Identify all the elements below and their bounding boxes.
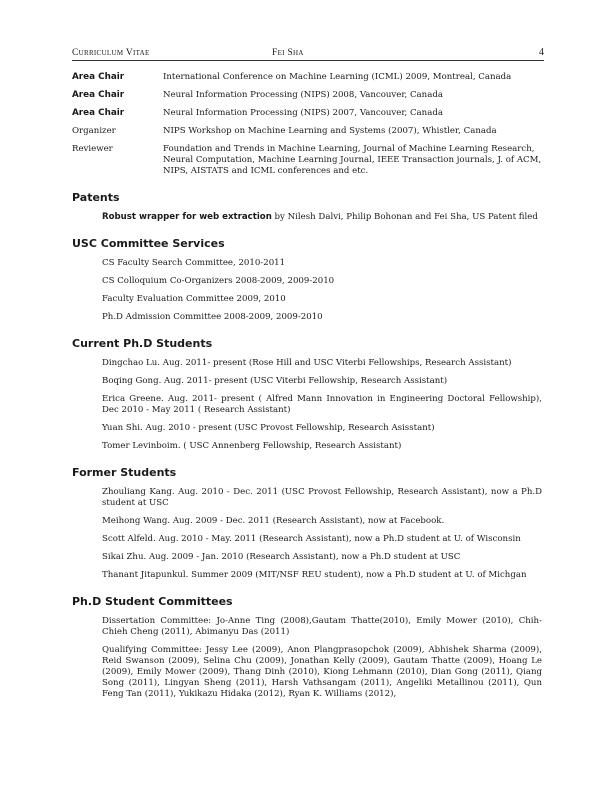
role-row bbox=[72, 144, 542, 177]
list-item: Meihong Wang. Aug. 2009 - Dec. 2011 (Research Assistant), now at Facebook. bbox=[102, 516, 445, 526]
section-title-committee-services: USC Committee Services bbox=[72, 237, 225, 250]
list-item: Ph.D Admission Committee 2008-2009, 2009-2010 bbox=[102, 312, 323, 322]
list-item: Zhouliang Kang. Aug. 2010 - Dec. 2011 (USC Provost Fellowship, Research Assistant), now a Ph.D student at USC bbox=[102, 487, 542, 508]
section-title-current-students: Current Ph.D Students bbox=[72, 337, 213, 350]
header-page-number: 4 bbox=[539, 47, 544, 58]
role-row bbox=[72, 126, 542, 137]
section-title-former-students: Former Students bbox=[72, 466, 177, 479]
list-item: Thanant Jitapunkul. Summer 2009 (MIT/NSF REU student), now a Ph.D student at U. of Michgan bbox=[102, 570, 527, 580]
patent-title: Robust wrapper for web extraction bbox=[102, 212, 272, 222]
list-item: Scott Alfeld. Aug. 2010 - May. 2011 (Research Assistant), now a Ph.D student at U. of Wisconsin bbox=[102, 534, 521, 544]
list-item: Dingchao Lu. Aug. 2011- present (Rose Hill and USC Viterbi Fellowships, Research Assistant) bbox=[102, 358, 512, 368]
list-item: Dissertation Committee: Jo-Anne Ting (2008),Gautam Thatte(2010), Emily Mower (2010), Chih-Chieh Cheng (2011), Abimanyu Das (2011) bbox=[102, 616, 542, 637]
list-item: CS Colloquium Co-Organizers 2008-2009, 2009-2010 bbox=[102, 276, 335, 286]
patent-entry bbox=[102, 212, 542, 223]
service-roles bbox=[72, 72, 542, 177]
list-item: Yuan Shi. Aug. 2010 - present (USC Provost Fellowship, Research Asisstant) bbox=[102, 423, 435, 433]
list-item: Qualifying Committee: Jessy Lee (2009), Anon Plangprasopchok (2009), Abhishek Sharma (2009), Reid Swanson (2009), Selina Chu (2009), Jonathan Kelly (2009), Gautam Thatte (2009), Hoang Le (2009), Emily Mower (2009), Thang Dinh (2010), Kiong Lehmann (2010), Dian Gong (2011), Qiang Song (2011), Lingyan Sheng (2011), Harsh Vathsangam (2011), Angeliki Metallinou (2011), Qun Feng Tan (2011), Yukikazu Hidaka (2012), Ryan K. Williams (2012), bbox=[102, 645, 542, 699]
list-item: CS Faculty Search Committee, 2010-2011 bbox=[102, 258, 286, 268]
list-item: Erica Greene. Aug. 2011- present ( Alfred Mann Innovation in Engineering Doctoral Fellowship), Dec 2010 - May 2011 ( Research Assistant) bbox=[102, 394, 542, 415]
role-label: Area Chair bbox=[72, 72, 125, 82]
header-document-title: Curriculum Vitae bbox=[72, 48, 150, 58]
patent-details: by Nilesh Dalvi, Philip Bohonan and Fei Sha, US Patent filed bbox=[271, 212, 538, 222]
role-description: Neural Information Processing (NIPS) 2007, Vancouver, Canada bbox=[163, 108, 443, 118]
role-row bbox=[72, 72, 542, 83]
role-description: Foundation and Trends in Machine Learning, Journal of Machine Learning Research, Neural Computation, Machine Learning Journal, IEEE Transaction journals, J. of ACM, NIPS, AISTATS and ICML conferences and etc. bbox=[163, 144, 542, 176]
role-label: Reviewer bbox=[72, 144, 113, 154]
list-item: Sikai Zhu. Aug. 2009 - Jan. 2010 (Research Assistant), now a Ph.D student at USC bbox=[102, 552, 461, 562]
role-label: Area Chair bbox=[72, 90, 125, 100]
page-header bbox=[72, 46, 544, 61]
page-content bbox=[72, 72, 542, 707]
role-label: Organizer bbox=[72, 126, 116, 136]
list-item: Tomer Levinboim. ( USC Annenberg Fellowship, Research Assistant) bbox=[102, 441, 402, 451]
section-title-student-committees: Ph.D Student Committees bbox=[72, 595, 233, 608]
role-row bbox=[72, 90, 542, 101]
role-row bbox=[72, 108, 542, 119]
header-author-name: Fei Sha bbox=[272, 48, 304, 58]
list-item: Boqing Gong. Aug. 2011- present (USC Viterbi Fellowship, Research Assistant) bbox=[102, 376, 448, 386]
section-title-patents: Patents bbox=[72, 191, 120, 204]
role-description: NIPS Workshop on Machine Learning and Systems (2007), Whistler, Canada bbox=[163, 126, 497, 136]
list-item: Faculty Evaluation Committee 2009, 2010 bbox=[102, 294, 286, 304]
role-description: International Conference on Machine Learning (ICML) 2009, Montreal, Canada bbox=[163, 72, 512, 82]
role-description: Neural Information Processing (NIPS) 2008, Vancouver, Canada bbox=[163, 90, 443, 100]
role-label: Area Chair bbox=[72, 108, 125, 118]
